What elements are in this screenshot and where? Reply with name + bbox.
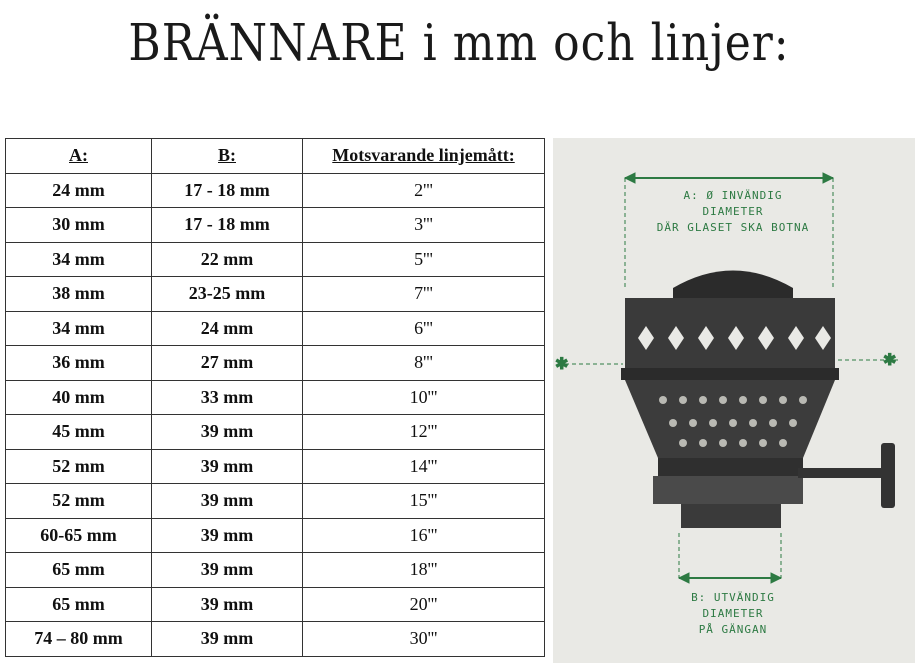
table-row — [6, 449, 545, 484]
burner-illustration — [553, 138, 915, 663]
cell-b: 23-25 mm — [152, 277, 303, 312]
cell-lines: 7''' — [303, 277, 545, 312]
cell-a: 36 mm — [6, 346, 152, 381]
cell-lines: 12''' — [303, 415, 545, 450]
cell-lines: 15''' — [303, 484, 545, 519]
cell-b: 17 - 18 mm — [152, 173, 303, 208]
cell-a: 34 mm — [6, 311, 152, 346]
cell-lines: 2''' — [303, 173, 545, 208]
cell-b: 39 mm — [152, 484, 303, 519]
cell-b: 33 mm — [152, 380, 303, 415]
cell-lines: 30''' — [303, 622, 545, 657]
cell-lines: 5''' — [303, 242, 545, 277]
cell-b: 22 mm — [152, 242, 303, 277]
cell-a: 30 mm — [6, 208, 152, 243]
table-row — [6, 346, 545, 381]
burner-size-table — [5, 138, 545, 657]
cell-lines: 10''' — [303, 380, 545, 415]
cell-lines: 18''' — [303, 553, 545, 588]
table-row — [6, 208, 545, 243]
cell-b: 17 - 18 mm — [152, 208, 303, 243]
wick-knob — [798, 443, 895, 508]
table-row — [6, 242, 545, 277]
table-row — [6, 484, 545, 519]
cell-a: 52 mm — [6, 449, 152, 484]
svg-text:✱: ✱ — [555, 354, 569, 373]
table-row — [6, 587, 545, 622]
cell-a: 45 mm — [6, 415, 152, 450]
dimension-b-line — [679, 533, 781, 583]
burner-body — [625, 380, 835, 528]
cell-b: 27 mm — [152, 346, 303, 381]
cell-lines: 16''' — [303, 518, 545, 553]
cell-lines: 20''' — [303, 587, 545, 622]
cell-a: 74 – 80 mm — [6, 622, 152, 657]
table-row — [6, 173, 545, 208]
page-title: BRÄNNARE i mm och linjer: — [128, 14, 790, 73]
cell-b: 39 mm — [152, 518, 303, 553]
table-row — [6, 518, 545, 553]
annotation-b: B: UTVÄNDIG DIAMETER PÅ GÄNGAN — [691, 591, 775, 636]
cell-a: 24 mm — [6, 173, 152, 208]
table-row — [6, 277, 545, 312]
cell-a: 34 mm — [6, 242, 152, 277]
table-row — [6, 380, 545, 415]
table-row — [6, 622, 545, 657]
cell-lines: 3''' — [303, 208, 545, 243]
annotation-a: A: Ø INVÄNDIG DIAMETER DÄR GLASET SKA BOTNA — [656, 189, 810, 234]
table-body — [6, 173, 545, 656]
cell-a: 65 mm — [6, 587, 152, 622]
cell-b: 39 mm — [152, 449, 303, 484]
cell-a: 60-65 mm — [6, 518, 152, 553]
cell-lines: 8''' — [303, 346, 545, 381]
cell-lines: 14''' — [303, 449, 545, 484]
cell-b: 39 mm — [152, 587, 303, 622]
column-header-lines: Motsvarande linjemått: — [303, 139, 545, 174]
table-header-row — [6, 139, 545, 174]
cell-a: 65 mm — [6, 553, 152, 588]
cell-b: 24 mm — [152, 311, 303, 346]
cell-b: 39 mm — [152, 415, 303, 450]
cell-b: 39 mm — [152, 553, 303, 588]
cell-lines: 6''' — [303, 311, 545, 346]
cell-b: 39 mm — [152, 622, 303, 657]
cell-a: 40 mm — [6, 380, 152, 415]
column-header-b: B: — [152, 139, 303, 174]
burner-crown — [621, 271, 839, 381]
cell-a: 52 mm — [6, 484, 152, 519]
column-header-a: A: — [6, 139, 152, 174]
cell-a: 38 mm — [6, 277, 152, 312]
table-row — [6, 311, 545, 346]
table-row — [6, 553, 545, 588]
svg-text:✱: ✱ — [883, 350, 897, 369]
table-row — [6, 415, 545, 450]
